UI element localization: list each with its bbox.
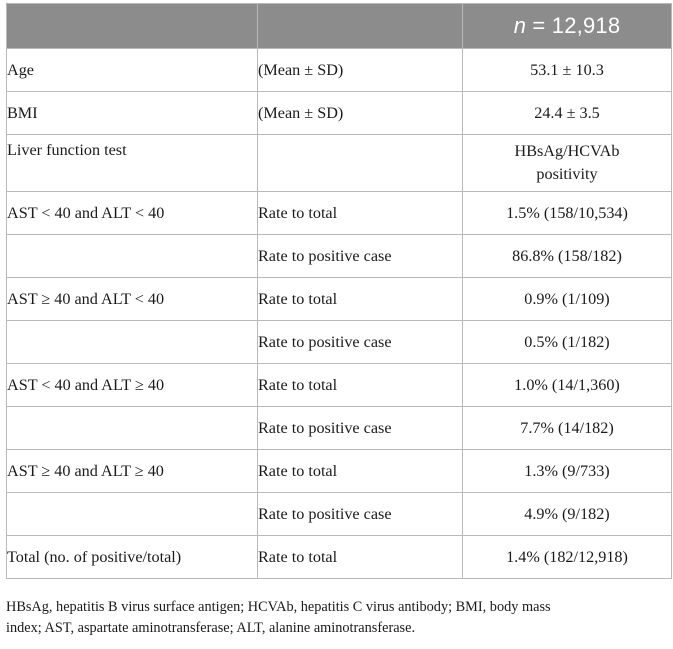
- table-row-total: [7, 536, 672, 579]
- table-row: [7, 49, 672, 92]
- table-row: [7, 493, 672, 536]
- row-value: 1.4% (182/12,918): [463, 536, 672, 579]
- table-row: [7, 407, 672, 450]
- header-col-label: [7, 4, 258, 49]
- table-footnote: [6, 597, 671, 639]
- n-value: = 12,918: [526, 13, 621, 38]
- table-row: [7, 278, 672, 321]
- row-value: 1.0% (14/1,360): [463, 364, 672, 407]
- row-value: 1.5% (158/10,534): [463, 192, 672, 235]
- row-label: AST ≥ 40 and ALT ≥ 40: [7, 450, 258, 493]
- row-label: [7, 321, 258, 364]
- row-label: AST < 40 and ALT ≥ 40: [7, 364, 258, 407]
- row-label: BMI: [7, 92, 258, 135]
- row-metric: Rate to positive case: [258, 407, 463, 450]
- row-metric: Rate to positive case: [258, 321, 463, 364]
- row-metric: Rate to total: [258, 450, 463, 493]
- row-value: 4.9% (9/182): [463, 493, 672, 536]
- row-metric: Rate to total: [258, 278, 463, 321]
- table-row: [7, 450, 672, 493]
- row-value-line1: HBsAg/HCVAb: [514, 142, 620, 160]
- row-value: 0.9% (1/109): [463, 278, 672, 321]
- footnote-line-2: index; AST, aspartate aminotransferase; ALT, alanine aminotransferase.: [6, 620, 416, 636]
- row-label: AST < 40 and ALT < 40: [7, 192, 258, 235]
- row-metric: (Mean ± SD): [258, 92, 463, 135]
- row-label: Liver function test: [7, 135, 258, 192]
- table-row: [7, 92, 672, 135]
- row-label: AST ≥ 40 and ALT < 40: [7, 278, 258, 321]
- row-metric: Rate to total: [258, 364, 463, 407]
- row-value: 24.4 ± 3.5: [463, 92, 672, 135]
- table-row: [7, 192, 672, 235]
- results-table: [6, 3, 672, 579]
- row-value: 0.5% (1/182): [463, 321, 672, 364]
- row-label: [7, 407, 258, 450]
- row-value: [463, 135, 672, 192]
- table-row: [7, 135, 672, 192]
- row-metric: Rate to total: [258, 536, 463, 579]
- row-value: 86.8% (158/182): [463, 235, 672, 278]
- row-label: Total (no. of positive/total): [7, 536, 258, 579]
- row-metric: Rate to positive case: [258, 493, 463, 536]
- row-metric: (Mean ± SD): [258, 49, 463, 92]
- table-row: [7, 235, 672, 278]
- row-label: Age: [7, 49, 258, 92]
- n-symbol: n: [513, 13, 527, 38]
- row-metric: Rate to positive case: [258, 235, 463, 278]
- row-value-line2: positivity: [536, 165, 598, 183]
- row-metric: [258, 135, 463, 192]
- row-value: 53.1 ± 10.3: [463, 49, 672, 92]
- header-col-metric: [258, 4, 463, 49]
- row-label: [7, 493, 258, 536]
- row-value: 1.3% (9/733): [463, 450, 672, 493]
- footnote-line-1: HBsAg, hepatitis B virus surface antigen; HCVAb, hepatitis C virus antibody; BMI, body mass: [6, 599, 551, 615]
- row-metric: Rate to total: [258, 192, 463, 235]
- table-header-row: [7, 4, 672, 49]
- row-label: [7, 235, 258, 278]
- table-row: [7, 364, 672, 407]
- table-row: [7, 321, 672, 364]
- row-value: 7.7% (14/182): [463, 407, 672, 450]
- header-sample-size: [463, 4, 672, 49]
